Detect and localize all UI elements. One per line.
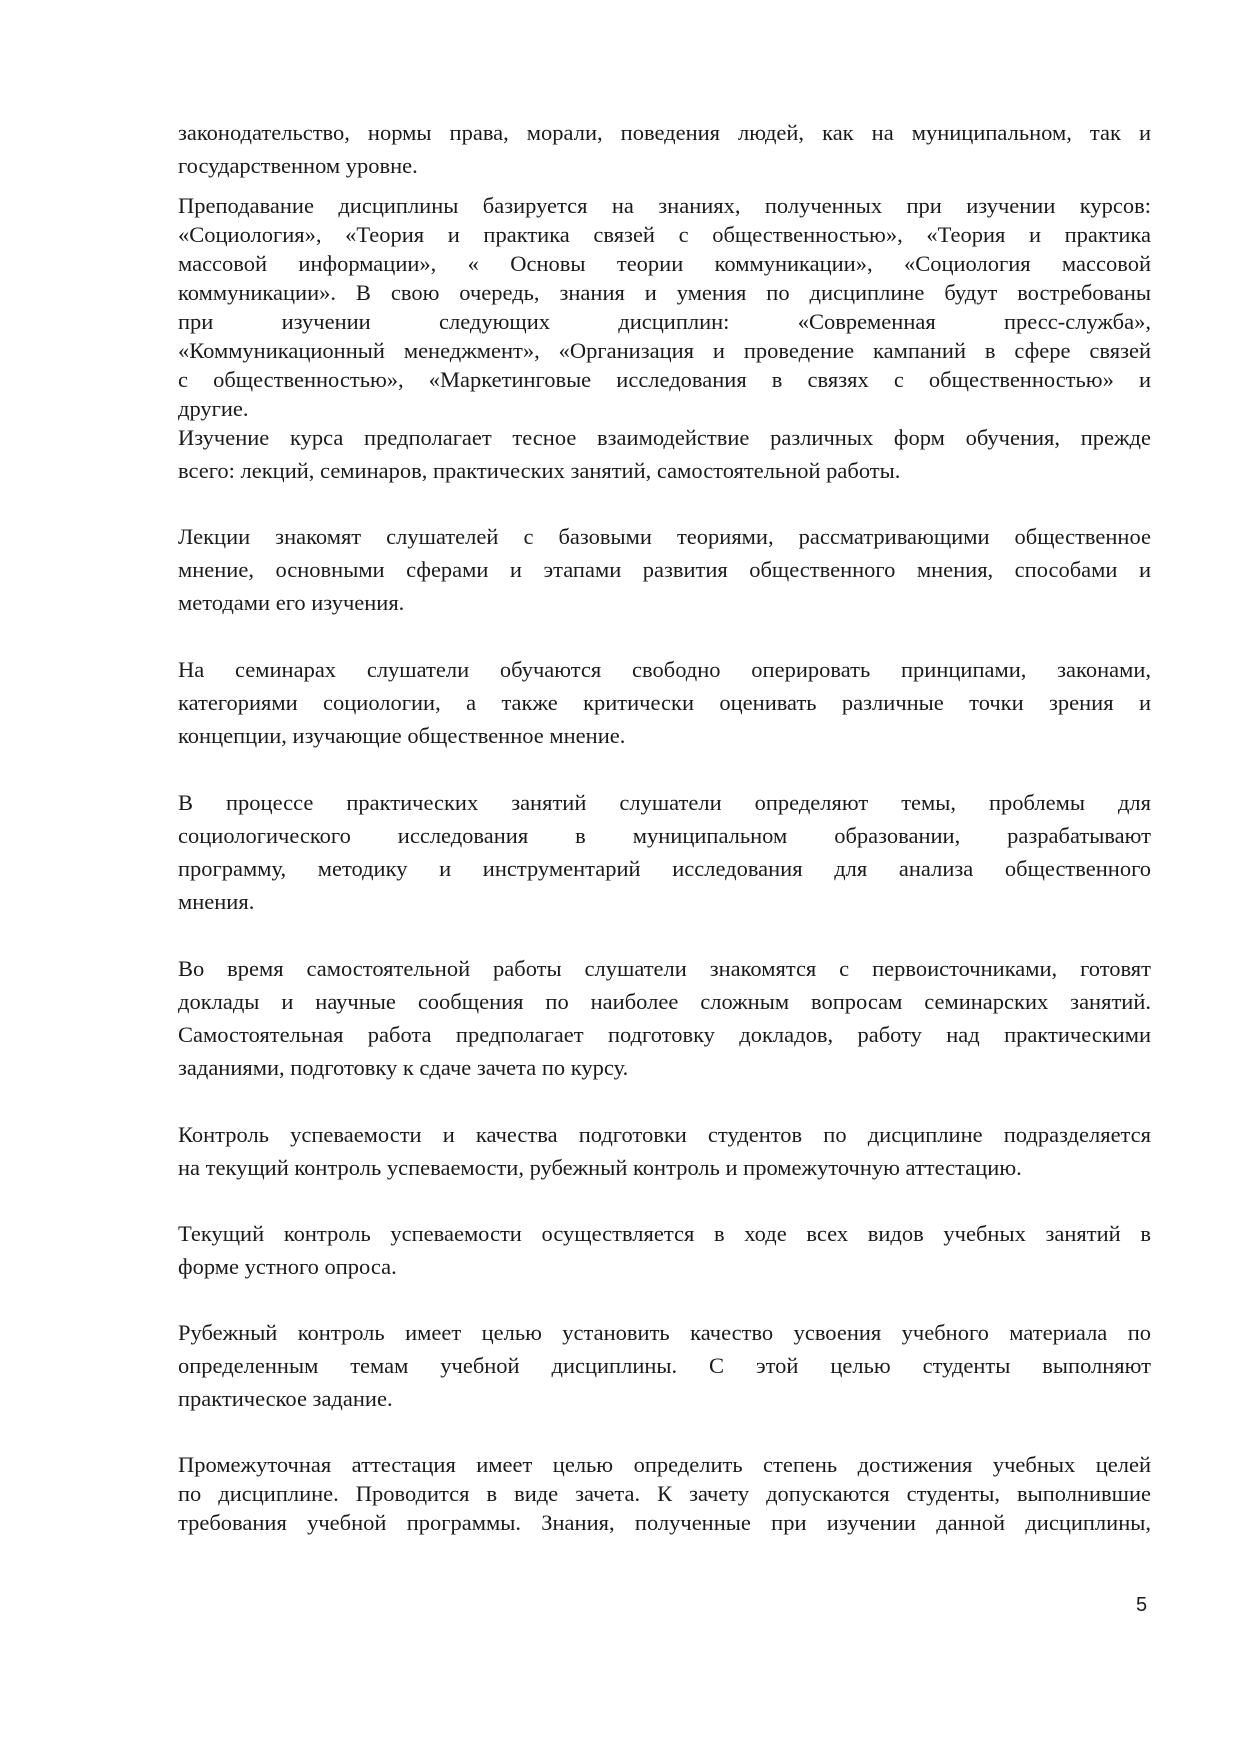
text-line: «Коммуникационный менеджмент», «Организация и проведение кампаний в сфере связей xyxy=(178,338,1151,363)
text-line: Контроль успеваемости и качества подготовки студентов по дисциплине подразделяется xyxy=(178,1122,1151,1147)
paragraph-intro-continuation xyxy=(178,116,1151,182)
paragraph-independent-work xyxy=(178,952,1151,1084)
text-line: всего: лекций, семинаров, практических занятий, самостоятельной работы. xyxy=(178,458,901,483)
text-line: форме устного опроса. xyxy=(178,1254,397,1279)
text-line: На семинарах слушатели обучаются свободно оперировать принципами, законами, xyxy=(178,657,1151,682)
text-line: законодательство, нормы права, морали, поведения людей, как на муниципальном, так и xyxy=(178,120,1151,145)
text-line: Лекции знакомят слушателей с базовыми теориями, рассматривающими общественное xyxy=(178,524,1151,549)
text-line: мнения. xyxy=(178,889,255,914)
text-line: концепции, изучающие общественное мнение. xyxy=(178,723,626,748)
text-line: Текущий контроль успеваемости осуществляется в ходе всех видов учебных занятий в xyxy=(178,1221,1151,1246)
paragraph-milestone-control xyxy=(178,1316,1151,1415)
text-line: на текущий контроль успеваемости, рубежный контроль и промежуточную аттестацию. xyxy=(178,1155,1022,1180)
text-line: другие. xyxy=(178,396,249,421)
text-line: категориями социологии, а также критически оценивать различные точки зрения и xyxy=(178,690,1151,715)
text-line: с общественностью», «Маркетинговые исследования в связях с общественностью» и xyxy=(178,367,1151,392)
text-line: В процессе практических занятий слушатели определяют темы, проблемы для xyxy=(178,790,1151,815)
text-line: Во время самостоятельной работы слушатели знакомятся с первоисточниками, готовят xyxy=(178,956,1151,981)
paragraph-practical-classes xyxy=(178,786,1151,918)
text-line: Изучение курса предполагает тесное взаимодействие различных форм обучения, прежде xyxy=(178,425,1151,450)
text-line: государственном уровне. xyxy=(178,153,418,178)
text-line: Промежуточная аттестация имеет целью определить степень достижения учебных целей xyxy=(178,1452,1151,1477)
text-line: методами его изучения. xyxy=(178,590,405,615)
text-line: Преподавание дисциплины базируется на знаниях, полученных при изучении курсов: xyxy=(178,193,1151,218)
text-line: при изучении следующих дисциплин: «Современная пресс-служба», xyxy=(178,309,1151,334)
text-line: по дисциплине. Проводится в виде зачета. К зачету допускаются студенты, выполнившие xyxy=(178,1481,1151,1506)
paragraph-progress-control xyxy=(178,1118,1151,1184)
text-line: практическое задание. xyxy=(178,1386,393,1411)
text-line: массовой информации», « Основы теории коммуникации», «Социология массовой xyxy=(178,251,1151,276)
text-line: «Социология», «Теория и практика связей с общественностью», «Теория и практика xyxy=(178,222,1151,247)
paragraph-course-forms xyxy=(178,421,1151,487)
text-line: заданиями, подготовку к сдаче зачета по курсу. xyxy=(178,1055,629,1080)
text-line: определенным темам учебной дисциплины. С этой целью студенты выполняют xyxy=(178,1353,1151,1378)
text-line: Самостоятельная работа предполагает подготовку докладов, работу над практическими xyxy=(178,1022,1151,1047)
text-line: социологического исследования в муниципальном образовании, разрабатывают xyxy=(178,823,1151,848)
text-line: коммуникации». В свою очередь, знания и умения по дисциплине будут востребованы xyxy=(178,280,1151,305)
text-line: Рубежный контроль имеет целью установить качество усвоения учебного материала по xyxy=(178,1320,1151,1345)
paragraph-current-control xyxy=(178,1217,1151,1283)
page-number: 5 xyxy=(1136,1594,1148,1616)
text-line: мнение, основными сферами и этапами развития общественного мнения, способами и xyxy=(178,557,1151,582)
paragraph-interim-certification xyxy=(178,1450,1151,1537)
paragraph-lectures xyxy=(178,520,1151,619)
text-line: доклады и научные сообщения по наиболее сложным вопросам семинарских занятий. xyxy=(178,989,1151,1014)
paragraph-prerequisites xyxy=(178,191,1151,423)
text-line: программу, методику и инструментарий исследования для анализа общественного xyxy=(178,856,1151,881)
paragraph-seminars xyxy=(178,653,1151,752)
text-line: требования учебной программы. Знания, полученные при изучении данной дисциплины, xyxy=(178,1510,1151,1535)
